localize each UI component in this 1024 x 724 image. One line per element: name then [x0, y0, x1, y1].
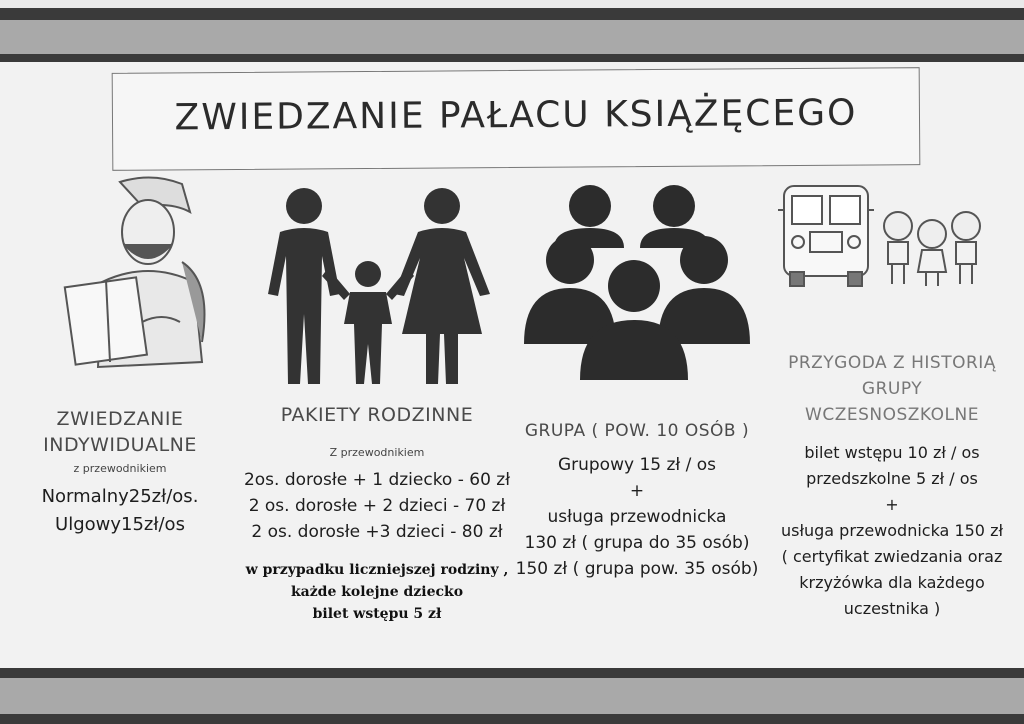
heading-line: PAKIETY RODZINNE	[280, 404, 474, 426]
price-line: 130 zł ( grupa do 35 osób)	[524, 533, 750, 553]
price-line: uczestnika )	[843, 599, 941, 618]
heading-line: GRUPA ( POW. 10 OSÓB )	[524, 421, 750, 441]
bottom-border-dark-2	[0, 714, 1024, 724]
tourist-with-map-icon	[62, 172, 212, 382]
price-line: +	[629, 481, 645, 501]
price-line: 2 os. dorosłe + 2 dzieci - 70 zł	[248, 496, 506, 516]
heading-line: WCZESNOSZKOLNE	[805, 405, 979, 425]
column-family	[232, 402, 522, 625]
price-line: 2os. dorosłe + 1 dziecko - 60 zł	[243, 470, 511, 490]
price-line: 2 os. dorosłe +3 dzieci - 80 zł	[251, 522, 503, 542]
column-school	[770, 350, 1014, 622]
page-title: ZWIEDZANIE PAŁACU KSIĄŻĘCEGO	[174, 92, 858, 139]
footnote-line: każde kolejne dziecko	[290, 584, 464, 600]
heading-line: PRZYGODA Z HISTORIĄ	[788, 353, 996, 373]
price-line: ( certyfikat zwiedzania oraz	[781, 547, 1003, 566]
price-line: przedszkolne 5 zł / os	[806, 469, 978, 488]
footnote-line: bilet wstępu 5 zł	[312, 606, 442, 622]
price-line: Grupowy 15 zł / os	[557, 455, 717, 475]
price-line: 150 zł ( grupa pow. 35 osób)	[515, 559, 759, 579]
price-line: usługa przewodnicka 150 zł	[780, 521, 1004, 540]
column-individual	[22, 406, 218, 539]
title-box	[112, 67, 921, 171]
price-line: usługa przewodnicka	[547, 507, 727, 527]
price-line: Normalny25zł/os.	[41, 486, 199, 507]
top-border-dark	[0, 8, 1024, 20]
bottom-border-dark	[0, 668, 1024, 678]
guide-note: Z przewodnikiem	[329, 446, 425, 459]
price-line: krzyżówka dla każdego	[799, 573, 985, 592]
price-line: Ulgowy15zł/os	[55, 514, 185, 535]
top-border-dark-2	[0, 54, 1024, 62]
column-group	[506, 418, 768, 582]
group-icon	[524, 184, 750, 380]
top-border-light	[0, 0, 1024, 8]
guide-note: z przewodnikiem	[73, 462, 167, 475]
school-bus-children-icon	[776, 182, 986, 290]
heading-line: GRUPY	[861, 379, 923, 399]
family-icon	[232, 184, 502, 394]
footnote-line: w przypadku liczniejszej rodziny ,	[245, 562, 509, 578]
top-border-gray	[0, 20, 1024, 54]
price-line: +	[885, 495, 899, 514]
heading-line: ZWIEDZANIE	[56, 408, 184, 430]
bottom-border-gray	[0, 678, 1024, 714]
heading-line: INDYWIDUALNE	[43, 434, 197, 456]
price-line: bilet wstępu 10 zł / os	[804, 443, 980, 462]
